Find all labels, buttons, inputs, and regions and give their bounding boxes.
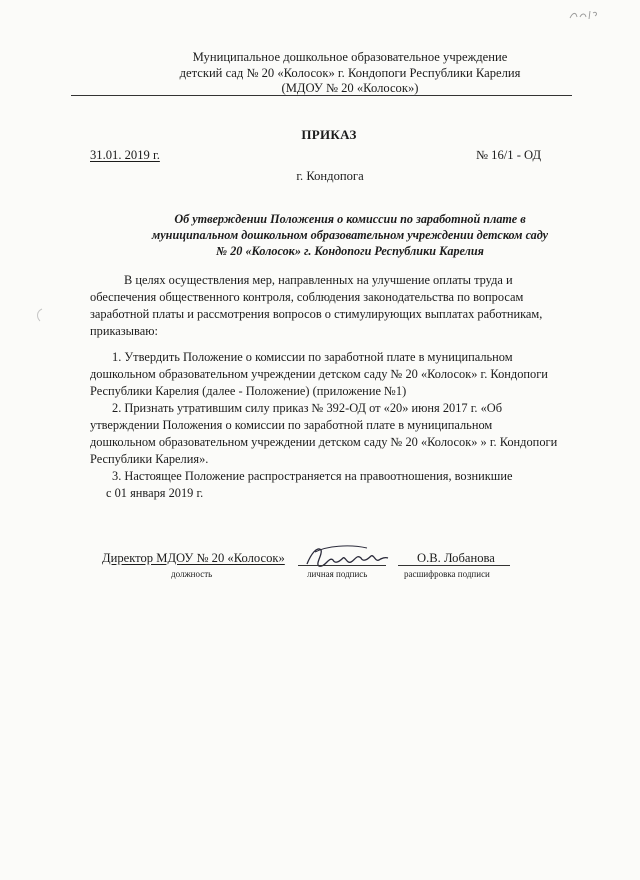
intro-line: заработной платы и рассмотрения вопросов о стимулирующих выплатах работникам, <box>90 307 543 321</box>
signature-caption: личная подпись <box>307 569 368 579</box>
order-city: г. Кондопога <box>296 169 364 183</box>
item-line: 1. Утвердить Положение о комиссии по заработной плате в муниципальном <box>112 350 513 364</box>
handwritten-corner-mark <box>568 8 604 22</box>
org-line: (МДОУ № 20 «Колосок») <box>281 81 419 95</box>
item-line: 3. Настоящее Положение распространяется на правоотношения, возникшие <box>112 469 513 483</box>
item-line: дошкольном образовательном учреждении детском саду № 20 «Колосок» г. Кондопоги <box>90 367 548 381</box>
order-date: 31.01. 2019 г. <box>90 148 160 162</box>
subject-line: муниципальном дошкольном образовательном учреждении детском саду <box>151 228 549 242</box>
order-items <box>90 349 572 502</box>
order-number: № 16/1 - ОД <box>476 148 542 162</box>
intro-line: приказываю: <box>90 324 158 338</box>
item-line: 2. Признать утратившим силу приказ № 392-ОД от «20» июня 2017 г. «Об <box>112 401 503 415</box>
order-title: ПРИКАЗ <box>301 127 357 142</box>
intro-paragraph <box>90 272 572 340</box>
intro-line: обеспечения общественного контроля, соблюдения законодательства по вопросам <box>90 290 524 304</box>
signature-block <box>0 540 640 590</box>
org-line: детский сад № 20 «Колосок» г. Кондопоги Республики Карелия <box>179 65 521 80</box>
header-rule <box>71 95 572 96</box>
position-caption: должность <box>171 569 213 579</box>
signature-rule <box>298 565 386 566</box>
item-line: утверждении Положения о комиссии по заработной плате в муниципальном <box>90 418 493 432</box>
item-line: с 01 января 2019 г. <box>106 486 204 500</box>
scan-mark <box>33 307 45 323</box>
item-line: Республики Карелия (далее - Положение) (приложение №1) <box>90 384 407 398</box>
name-caption: расшифровка подписи <box>404 569 490 579</box>
order-subject <box>140 211 560 259</box>
signer-name: О.В. Лобанова <box>417 551 495 565</box>
signer-position: Директор МДОУ № 20 «Колосок» <box>102 551 285 565</box>
organization-header <box>140 50 560 97</box>
item-line: Республики Карелия». <box>90 452 209 466</box>
item-line: дошкольном образовательном учреждении детском саду № 20 «Колосок» » г. Кондопоги <box>90 435 558 449</box>
subject-line: № 20 «Колосок» г. Кондопоги Республики Карелия <box>216 244 484 258</box>
intro-line: В целях осуществления мер, направленных на улучшение оплаты труда и <box>124 273 513 287</box>
subject-line: Об утверждении Положения о комиссии по заработной плате в <box>174 212 526 226</box>
org-line: Муниципальное дошкольное образовательное учреждение <box>192 50 508 64</box>
name-rule <box>398 565 510 566</box>
